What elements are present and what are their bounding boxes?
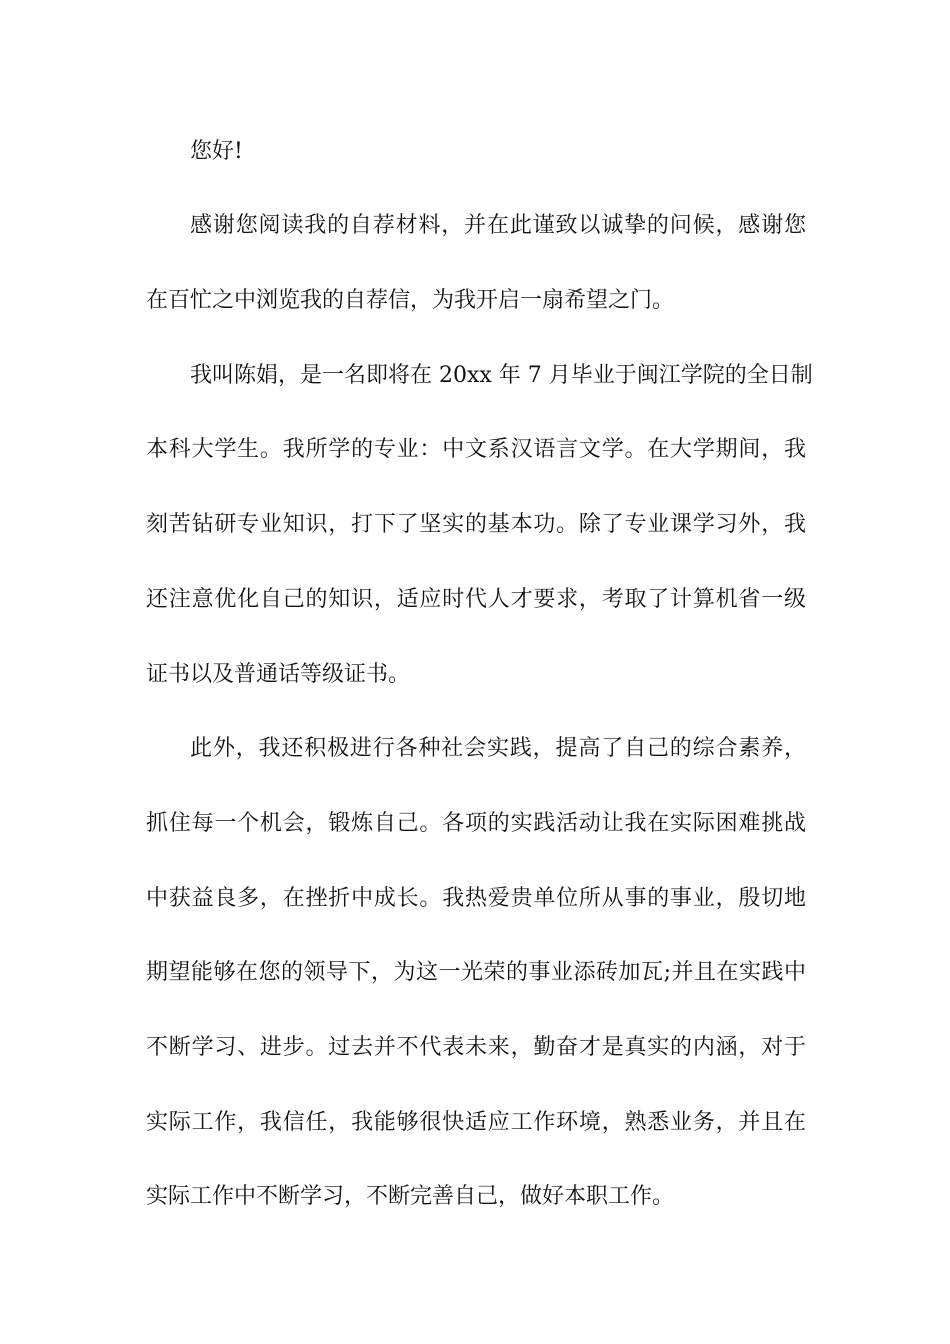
paragraph-line: 感谢您阅读我的自荐材料，并在此谨致以诚挚的问候，感谢您 [190, 213, 806, 238]
paragraph-line: 实际工作，我信任，我能够很快适应工作环境，熟悉业务，并且在 [146, 1110, 806, 1135]
paragraph-line: 我叫陈娟，是一名即将在 20xx 年 7 月毕业于闽江学院的全日制 [190, 363, 813, 388]
paragraph-line: 刻苦钻研专业知识，打下了坚实的基本功。除了专业课学习外，我 [146, 512, 806, 537]
paragraph-line: 还注意优化自己的知识，适应时代人才要求，考取了计算机省一级 [146, 587, 806, 612]
greeting-line: 您好! [190, 139, 243, 164]
paragraph-line: 证书以及普通话等级证书。 [146, 662, 411, 687]
paragraph-line: 此外，我还积极进行各种社会实践，提高了自己的综合素养， [190, 736, 806, 761]
paragraph-line: 不断学习、进步。过去并不代表未来，勤奋才是真实的内涵，对于 [146, 1035, 806, 1060]
paragraph-line: 在百忙之中浏览我的自荐信，为我开启一扇希望之门。 [146, 288, 675, 313]
paragraph-line: 本科大学生。我所学的专业：中文系汉语言文学。在大学期间，我 [146, 437, 806, 462]
paragraph-line: 中获益良多，在挫折中成长。我热爱贵单位所从事的事业，殷切地 [146, 886, 806, 911]
paragraph-line: 实际工作中不断学习，不断完善自己，做好本职工作。 [146, 1184, 675, 1209]
paragraph-line: 抓住每一个机会，锻炼自己。各项的实践活动让我在实际困难挑战 [146, 811, 806, 836]
paragraph-line: 期望能够在您的领导下，为这一光荣的事业添砖加瓦;并且在实践中 [146, 960, 806, 985]
